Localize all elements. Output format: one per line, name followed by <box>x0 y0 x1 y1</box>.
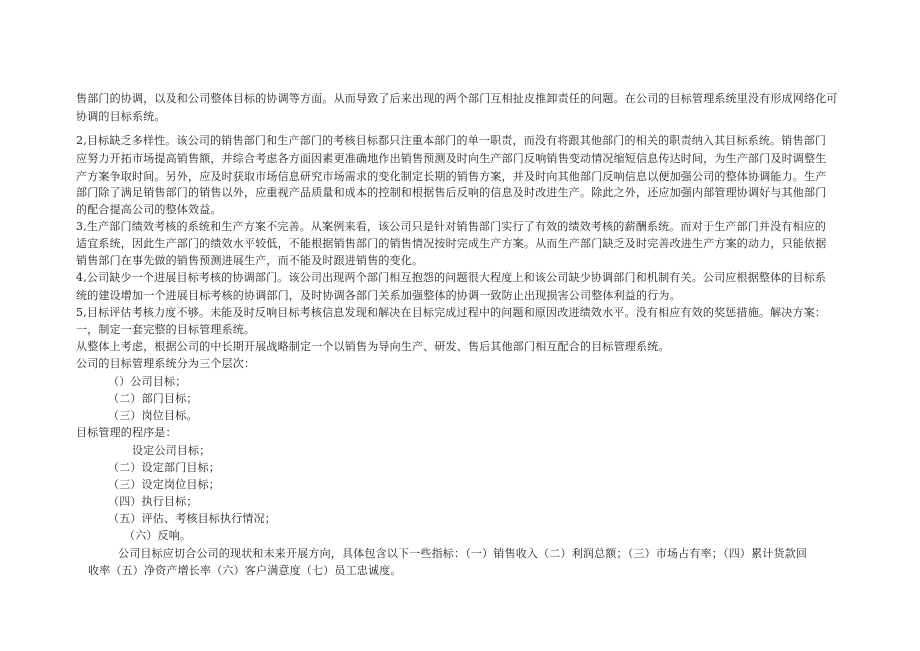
text-line: （）公司目标； <box>108 375 187 388</box>
text-line: 售部门的协调，以及和公司整体目标的协调等方面。从而导致了后来出现的两个部门互相扯皮推卸责任的问题。在公司的目标管理系统里没有形成网络化可 <box>76 92 838 105</box>
text-line: 的配合提高公司的整体效益。 <box>76 203 222 216</box>
text-line: 销售部门在事先做的销售预测进展生产，而不能及时跟进销售的变化。 <box>76 254 424 267</box>
text-line: 协调的目标系统。 <box>76 110 166 123</box>
text-line: 应努力开拓市场提高销售额，并综合考虑各方面因素更准确地作出销售预测及时向生产部门反响销售变动情况缩短信息传达时间，为生产部门及时调整生 <box>76 152 827 165</box>
text-line: 公司的目标管理系统分为三个层次： <box>76 357 256 370</box>
text-line: 2,目标缺乏多样性。该公司的销售部门和生产部门的考核目标都只注重本部门的单一职责，而没有将跟其他部门的相关的职责纳入其目标系统。销售部门 <box>76 134 827 147</box>
text-line: （四）执行目标； <box>108 495 198 508</box>
text-line: 公司目标应切合公司的现状和未来开展方向，具体包含以下一些指标：（一）销售收入（二）利润总额；（三）市场占有率；（四）累计货款回 <box>118 547 808 560</box>
text-line: 收率（五）净资产增长率（六）客户满意度（七）员工忠诚度。 <box>88 564 402 577</box>
text-line: 4,公司缺少一个进展目标考核的协调部门。该公司出现两个部门相互抱怨的问题很大程度上和该公司缺少协调部门和机制有关。公司应根据整体的目标系 <box>76 271 827 284</box>
text-line: （二）部门目标； <box>108 392 198 405</box>
text-line: 统的建设增加一个进展目标考核的协调部门，及时协调各部门关系加强整体的协调一致防止出现损害公司整体利益的行为。 <box>76 289 681 302</box>
text-line: 一，制定一套完整的目标管理系统。 <box>76 323 256 336</box>
text-line: 3,生产部门绩效考核的系统和生产方案不完善。从案例来看，该公司只是针对销售部门实行了有效的绩效考核的薪酬系统。而对于生产部门并没有相应的 <box>76 220 827 233</box>
text-line: 5,目标评估考核力度不够。未能及时反响目标考核信息发现和解决在目标完成过程中的问题和原因改进绩效水平。没有相应有效的奖惩措施。解决方案： <box>76 306 827 319</box>
text-line: 目标管理的程序是： <box>76 426 177 439</box>
text-line: （三）设定岗位目标； <box>108 478 220 491</box>
text-line: 部门除了满足销售部门的销售以外，应重视产品质量和成本的控制和根据售后反响的信息及时改进生产。除此之外，还应加强内部管理协调好与其他部门 <box>76 186 827 199</box>
text-line: （二）设定部门目标； <box>108 461 220 474</box>
text-line: （三）岗位目标。 <box>108 409 198 422</box>
text-line: 设定公司目标； <box>132 444 211 457</box>
text-line: 产方案争取时间。另外，应及时获取市场信息研究市场需求的变化制定长期的销售方案，并及时向其他部门反响信息以便加强公司的整体协调能力。生产 <box>76 170 827 183</box>
text-line: 适宜系统，因此生产部门的绩效水平较低，不能根据销售部门的销售情况按时完成生产方案。从而生产部门缺乏及时完善改进生产方案的动力，只能依据 <box>76 237 827 250</box>
text-line: （六）反响。 <box>124 529 192 542</box>
text-line: 从整体上考虑，根据公司的中长期开展战略制定一个以销售为导向生产、研发、售后其他部门相互配合的目标管理系统。 <box>76 340 670 353</box>
text-line: （五）评估、考核目标执行情况； <box>108 512 276 525</box>
